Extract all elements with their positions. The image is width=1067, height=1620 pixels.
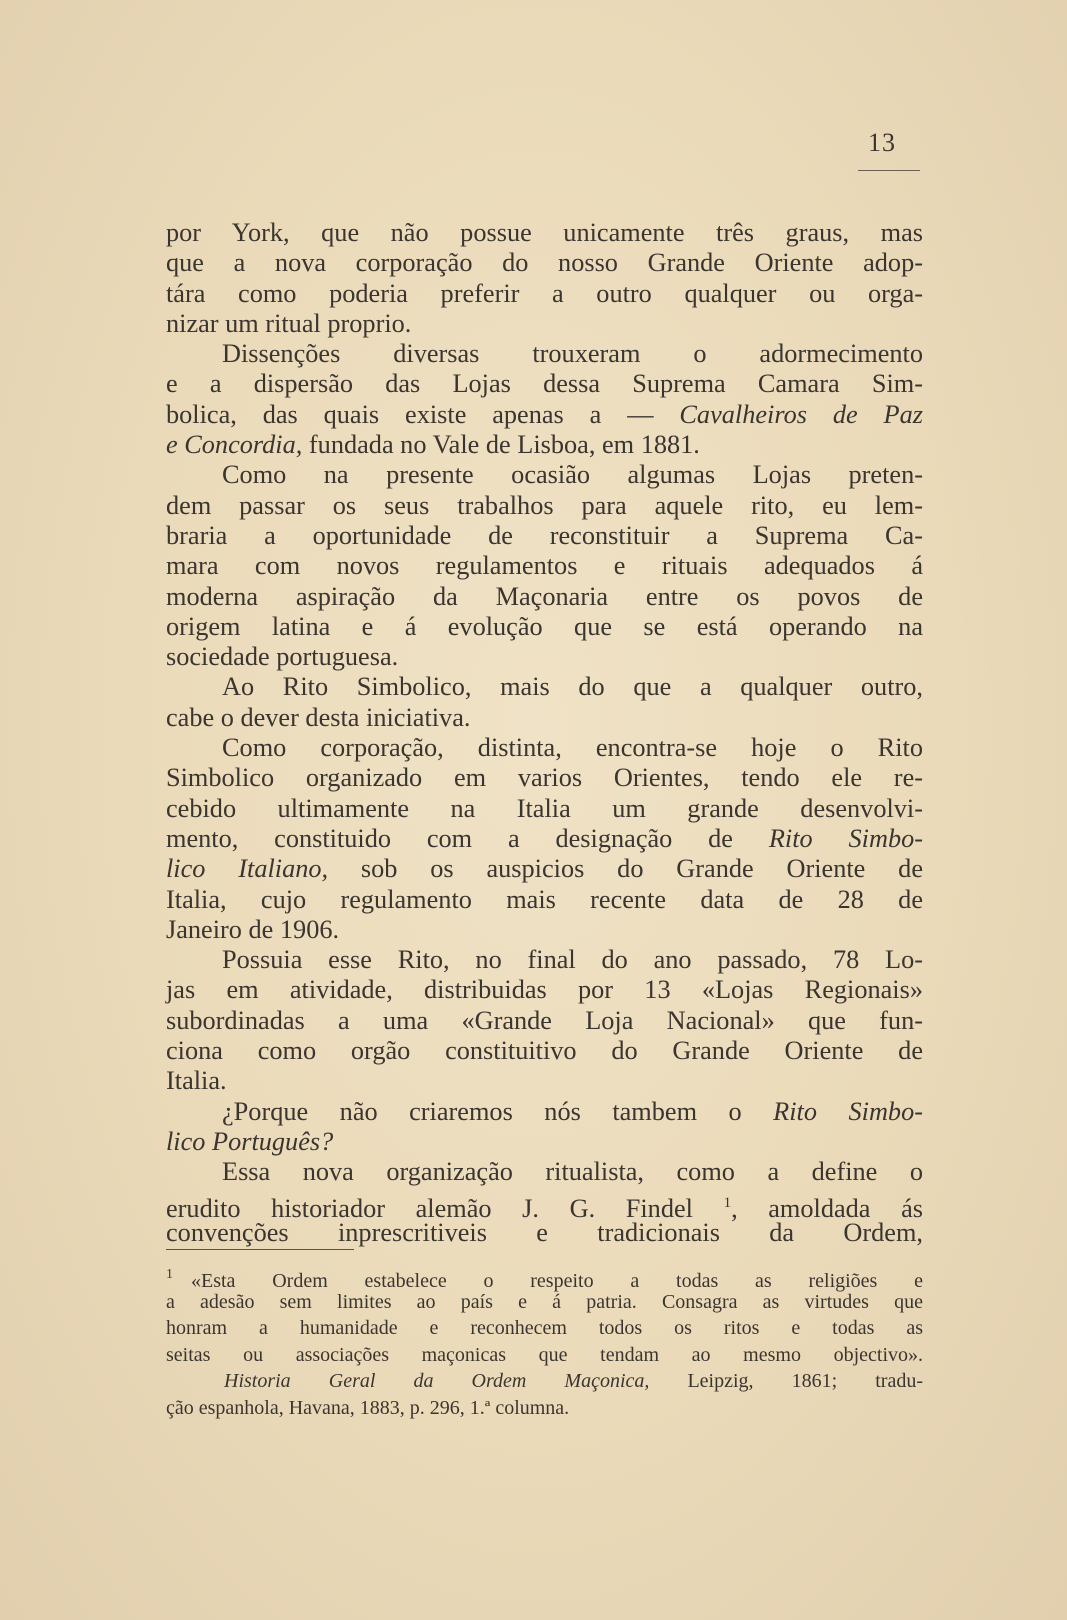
text-line: Essa nova organização ritualista, como a define o xyxy=(222,1157,923,1187)
text-line: por York, que não possue unicamente três graus, mas xyxy=(166,218,923,247)
footnote-line: a adesão sem limites ao país e á patria. Consagra as virtudes que xyxy=(166,1290,923,1313)
body-text xyxy=(166,218,923,1248)
text-line: moderna aspiração da Maçonaria entre os povos de xyxy=(166,581,923,611)
text-line xyxy=(166,854,923,884)
text-line: Italia. xyxy=(166,1066,227,1096)
text-run: bolica, das quais existe apenas a — xyxy=(166,399,680,429)
text-line: Janeiro de 1906. xyxy=(166,914,340,944)
text-run: ¿Porque não criaremos nós tambem o xyxy=(222,1096,774,1126)
text-line: ciona como orgão constituitivo do Grande Oriente de xyxy=(166,1036,923,1066)
text-line xyxy=(166,1127,923,1157)
text-line: e a dispersão das Lojas dessa Suprema Camara Sim- xyxy=(166,369,923,399)
footnote xyxy=(166,1262,923,1421)
footnote-reference: 1 xyxy=(723,1194,732,1211)
text-line: Italia, cujo regulamento mais recente data de 28 de xyxy=(166,884,923,914)
text-line: jas em atividade, distribuidas por 13 «Lojas Regionais» xyxy=(166,975,923,1005)
text-line: subordinadas a uma «Grande Loja Nacional» que fun- xyxy=(166,1005,923,1035)
footnote-line: ção espanhola, Havana, 1883, p. 296, 1.ª columna. xyxy=(166,1396,570,1419)
text-line: sociedade portuguesa. xyxy=(166,642,399,672)
text-run: fundada no Vale de Lisboa, em 1881. xyxy=(302,430,700,460)
text-run: erudito historiador alemão J. G. Findel xyxy=(166,1193,724,1223)
footnote-text: «Esta Ordem estabelece o respeito a todas as religiões e xyxy=(191,1270,923,1292)
text-line: dem passar os seus trabalhos para aquele rito, eu lem- xyxy=(166,490,923,520)
page-number: 13 xyxy=(868,128,896,157)
footnote-line xyxy=(166,1368,923,1395)
text-line: Simbolico organizado em varios Orientes, tendo ele re- xyxy=(166,763,923,793)
text-line: nizar um ritual proprio. xyxy=(166,308,412,338)
text-line xyxy=(166,1097,923,1127)
footnote-marker: 1 xyxy=(166,1267,173,1282)
italic-title: Rito Simbo- xyxy=(768,823,923,853)
text-line: convenções inprescritiveis e tradicionais da Ordem, xyxy=(166,1217,923,1247)
text-line: mara com novos regulamentos e rituais adequados á xyxy=(166,551,923,581)
italic-title: Historia Geral da Ordem Maçonica, xyxy=(224,1370,650,1392)
italic-title: lico Português? xyxy=(166,1126,334,1156)
text-line: cebido ultimamente na Italia um grande desenvolvi- xyxy=(166,793,923,823)
text-line xyxy=(166,824,923,854)
text-line: Dissenções diversas trouxeram o adormecimento xyxy=(222,339,923,369)
page-number-rule xyxy=(858,170,920,171)
text-line: Como corporação, distinta, encontra-se hoje o Rito xyxy=(222,733,923,763)
text-run: , amoldada ás xyxy=(731,1193,923,1223)
text-line: origem latina e á evolução que se está operando na xyxy=(166,611,923,641)
text-line: braria a oportunidade de reconstituir a Suprema Ca- xyxy=(166,520,923,550)
footnote-line: seitas ou associações maçonicas que tendam ao mesmo objectivo». xyxy=(166,1343,923,1366)
footnote-line xyxy=(166,1262,923,1292)
italic-title: e Concordia, xyxy=(166,430,303,460)
text-line xyxy=(166,1188,923,1223)
italic-title: Rito Simbo- xyxy=(773,1096,923,1126)
text-run: mento, constituido com a designação de xyxy=(166,823,769,853)
footnote-text: Leipzig, 1861; tradu- xyxy=(649,1370,923,1392)
text-line: Possuia esse Rito, no final do ano passado, 78 Lo- xyxy=(222,945,923,975)
text-line xyxy=(166,430,923,460)
text-line: cabe o dever desta iniciativa. xyxy=(166,702,471,732)
text-line: que a nova corporação do nosso Grande Oriente adop- xyxy=(166,248,923,278)
italic-title: Cavalheiros de Paz xyxy=(679,399,923,429)
text-line: tára como poderia preferir a outro qualquer ou orga- xyxy=(166,278,923,308)
italic-title: lico Italiano, xyxy=(166,854,329,884)
text-line: Ao Rito Simbolico, mais do que a qualquer outro, xyxy=(222,672,923,702)
text-line xyxy=(166,400,923,430)
text-run: sob os auspicios do Grande Oriente de xyxy=(328,854,923,884)
footnote-line: honram a humanidade e reconhecem todos os ritos e todas as xyxy=(166,1317,923,1339)
footnote-separator xyxy=(166,1249,354,1250)
text-line: Como na presente ocasião algumas Lojas preten- xyxy=(222,460,923,490)
